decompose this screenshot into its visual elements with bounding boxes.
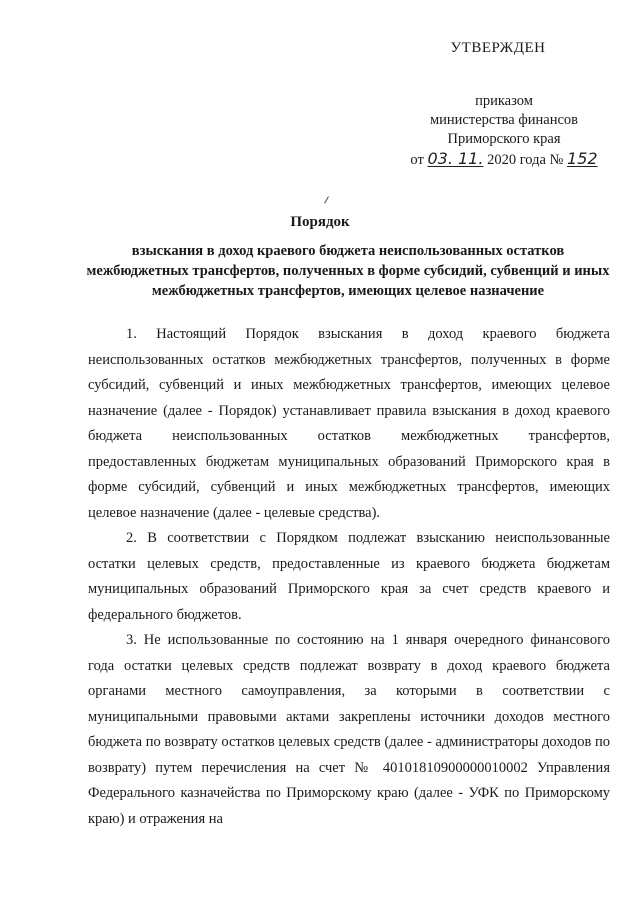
approval-heading: УТВЕРЖДЕН: [450, 40, 546, 56]
paragraph-3: 3. Не использованные по состоянию на 1 января очередного финансового года остатки целевых средств подлежат возврату в доход краевого бюджета органами местного самоуправления, за которыми в соответствии с муниципальными правовыми актами закреплены источники доходов местного бюджета по возврату остатков целевых средств (далее - администраторы доходов по возврату) путем перечисления на счет № 40101810900000010002 Управления Федерального казначейства по Приморскому краю (далее - УФК по Приморскому краю) и отражения на: [88, 632, 610, 827]
pen-mark: [324, 196, 329, 203]
document-title: Порядок: [290, 214, 350, 230]
document-subtitle: взыскания в доход краевого бюджета неиспользованных остатков межбюджетных трансфертов, полученных в форме субсидий, субвенций и иных межбюджетных трансфертов, имеющих целевое назначение: [86, 243, 610, 299]
handwritten-number: 152: [567, 149, 598, 168]
approval-date-line: [390, 149, 618, 170]
approval-line-ministry: министерства финансов: [429, 112, 579, 128]
paragraph-2: 2. В соответствии с Порядком подлежат взысканию неиспользованные остатки целевых средств, предоставленные из краевого бюджета бюджетам муниципальных образований Приморского края за счет средств краевого и федерального бюджетов.: [88, 530, 610, 623]
date-middle: 2020 года №: [487, 152, 564, 168]
date-prefix: от: [410, 152, 424, 168]
approval-line-order: приказом: [475, 93, 533, 109]
approval-line-region: Приморского края: [447, 131, 561, 147]
paragraph-1: 1. Настоящий Порядок взыскания в доход краевого бюджета неиспользованных остатков межбюджетных трансфертов, полученных в форме субсидий, субвенций и иных межбюджетных трансфертов, имеющих целевое назначение (далее - Порядок) устанавливает правила взыскания в доход краевого бюджета неиспользованных остатков межбюджетных трансфертов, предоставленных бюджетам муниципальных образований Приморского края в форме субсидий, субвенций и иных межбюджетных трансфертов, имеющих целевое назначение (далее - целевые средства).: [88, 326, 610, 521]
approval-block: [390, 92, 618, 170]
document-body: [88, 322, 610, 832]
handwritten-date: 03. 11.: [427, 149, 484, 168]
